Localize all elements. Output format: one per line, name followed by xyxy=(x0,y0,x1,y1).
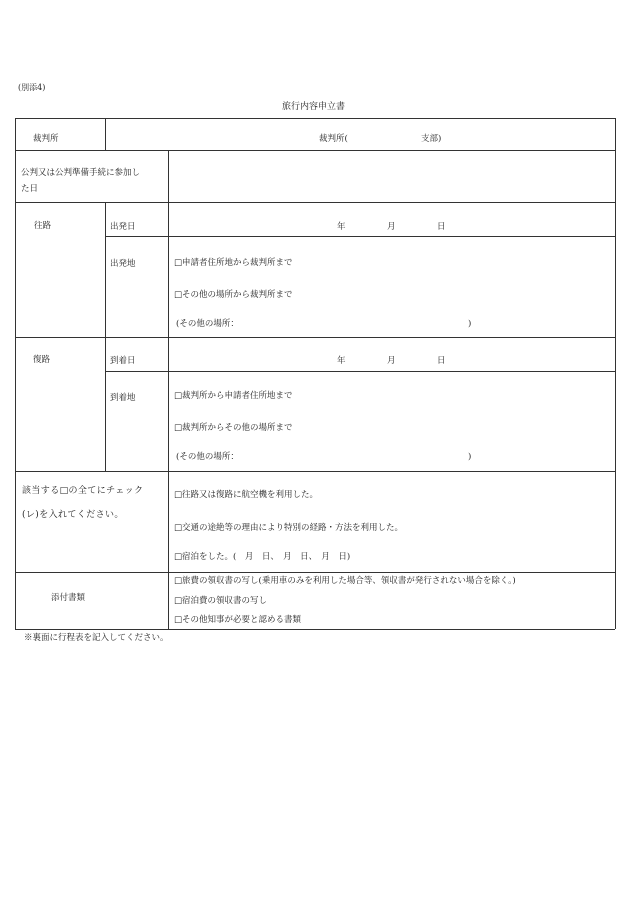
court-label: 裁判所 xyxy=(33,134,59,144)
departure-option-applicant-address[interactable]: □申請者住所地から裁判所まで xyxy=(174,258,293,268)
checks-instruction-line1: 該当する□の全てにチェック xyxy=(22,486,144,496)
check-special-route[interactable]: □交通の途絶等の理由により特別の経路・方法を利用した。 xyxy=(174,523,404,533)
return-label: 復路 xyxy=(33,355,51,365)
checks-instruction-line2: (レ)を入れてください。 xyxy=(22,510,124,520)
arrival-month-unit: 月 xyxy=(387,356,396,366)
attachment-travel-receipt[interactable]: □旅費の領収書の写し(乗用車のみを利用した場合等、領収書が発行されない場合を除く。) xyxy=(174,576,516,586)
departure-option-other-place[interactable]: □その他の場所から裁判所まで xyxy=(174,290,293,300)
arrival-other-place-close: ) xyxy=(468,452,472,462)
check-airplane-used[interactable]: □往路又は復路に航空機を利用した。 xyxy=(174,490,319,500)
court-name-prefix: 裁判所( xyxy=(319,134,348,144)
arrival-year-unit: 年 xyxy=(337,356,346,366)
departure-day-unit: 日 xyxy=(437,222,446,232)
outbound-label: 往路 xyxy=(34,221,52,231)
page-title: 旅行内容申立書 xyxy=(282,102,346,112)
departure-month-unit: 月 xyxy=(387,222,396,232)
hearing-date-label-line2: た日 xyxy=(21,184,39,194)
arrival-other-place-open: (その他の場所： xyxy=(176,452,239,462)
departure-other-place-close: ) xyxy=(468,319,472,329)
attachments-label: 添付書類 xyxy=(51,593,86,603)
attachment-other-document[interactable]: □その他知事が必要と認める書類 xyxy=(174,615,302,625)
departure-other-place-open: (その他の場所： xyxy=(176,319,239,329)
hearing-date-label-line1: 公判又は公判準備手続に参加し xyxy=(21,168,141,178)
departure-place-label: 出発地 xyxy=(110,259,136,269)
arrival-place-label: 到着地 xyxy=(110,393,136,403)
annex-label: (別添4) xyxy=(18,83,46,92)
arrival-option-other-place[interactable]: □裁判所からその他の場所まで xyxy=(174,423,293,433)
arrival-day-unit: 日 xyxy=(437,356,446,366)
departure-date-label: 出発日 xyxy=(110,222,136,232)
check-overnight-stay[interactable]: □宿泊をした。( 月 日、 月 日、 月 日) xyxy=(174,552,351,562)
attachment-lodging-receipt[interactable]: □宿泊費の領収書の写し xyxy=(174,596,268,606)
departure-year-unit: 年 xyxy=(337,222,346,232)
arrival-option-applicant-address[interactable]: □裁判所から申請者住所地まで xyxy=(174,391,293,401)
court-branch-suffix: 支部) xyxy=(421,134,442,144)
arrival-date-label: 到着日 xyxy=(110,356,136,366)
footnote: ※裏面に行程表を記入してください。 xyxy=(24,633,169,643)
